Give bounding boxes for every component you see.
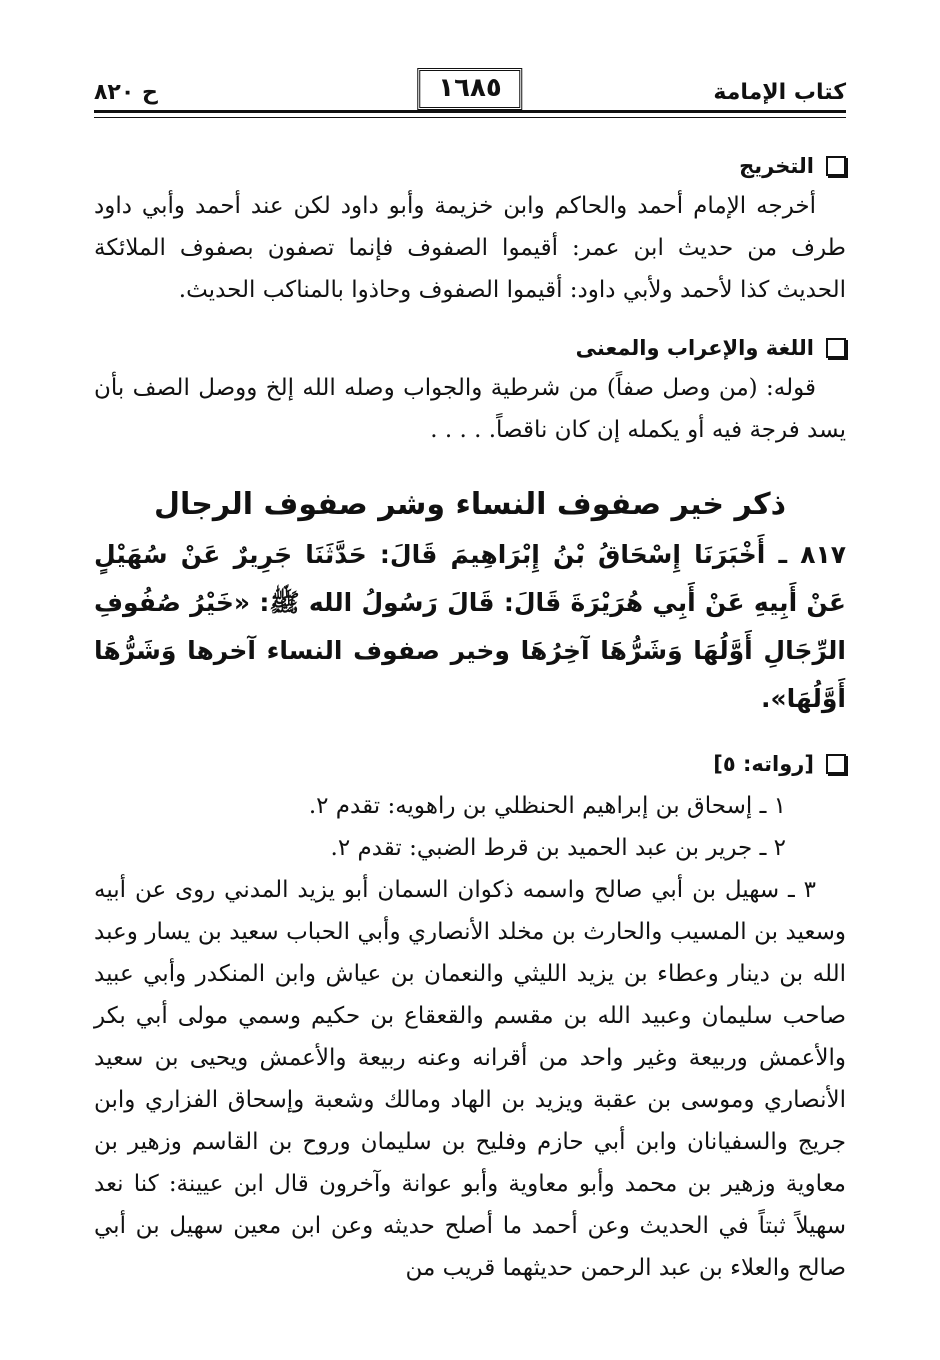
- narrator-item-3: ٣ ـ سهيل بن أبي صالح واسمه ذكوان السمان أبو يزيد المدني روى عن أبيه وسعيد بن المسيب والحارث بن مخلد الأنصاري وأبي الحباب سعيد بن يسار وعبد الله بن دينار وعطاء بن يزيد الليثي والنعمان بن عياش وابن المنكدر وأبي عبيد صاحب سليمان وعبيد الله بن مقسم والقعقاع بن حكيم وسمي مولى أبي بكر والأعمش وربيعة وغير واحد من أقرانه وعنه ربيعة والأعمش ويحيى بن سعيد الأنصاري وموسى بن عقبة ويزيد بن الهاد ومالك وشعبة وإسحاق الفزاري وابن جريج والسفيانان وابن أبي حازم وفليح بن سليمان وروح بن القاسم وزهير بن معاوية وزهير بن محمد وأبو معاوية وأبو عوانة وآخرون قال ابن عيينة: كنا نعد سهيلاً ثبتاً في الحديث وعن أحمد ما أصلح حديثه وعن ابن معين سهيل بن أبي صالح والعلاء بن عبد الرحمن حديثهما قريب من: [94, 877, 846, 1281]
- ruwat-title: [رواته: ٥]: [713, 752, 814, 776]
- lugha-title: اللغة والإعراب والمعنى: [575, 336, 814, 360]
- square-bullet-icon: [826, 754, 846, 774]
- narrator-item-2: ٢ ـ جرير بن عبد الحميد بن قرط الضبي: تقدم ٢.: [330, 835, 786, 861]
- takhrij-heading: [94, 151, 846, 181]
- chapter-title: ذكر خير صفوف النساء وشر صفوف الرجال: [153, 487, 787, 522]
- ruwat-heading: [94, 749, 846, 779]
- page-number: ١٦٨٥: [417, 68, 522, 110]
- page-header: [94, 58, 846, 113]
- book-page: [94, 58, 846, 1289]
- square-bullet-icon: [826, 338, 846, 358]
- hadith-text: ٨١٧ ـ أَخْبَرَنَا إِسْحَاقُ بْنُ إِبْرَاهِيمَ قَالَ: حَدَّثَنَا جَرِيرٌ عَنْ سُهَيْلٍ عَنْ أَبِيهِ عَنْ أَبِي هُرَيْرَةَ قَالَ: قَالَ رَسُولُ الله ﷺ: «خَيْرُ صُفُوفِ الرِّجَالِ أَوَّلُهَا وَشَرُّهَا آخِرُهَا وخير صفوف النساء آخرها وَشَرُّهَا أَوَّلُهَا».: [94, 540, 846, 713]
- narrator-item-1: ١ ـ إسحاق بن إبراهيم الحنظلي بن راهويه: تقدم ٢.: [308, 793, 786, 819]
- hadith-reference: ح ٨٢٠: [94, 80, 158, 105]
- takhrij-title: التخريج: [739, 154, 814, 178]
- lugha-heading: [94, 333, 846, 363]
- lugha-text: قوله: (من وصل صفاً) من شرطية والجواب وصله الله إلخ ووصل الصف بأن يسد فرجة فيه أو يكمله إن كان ناقصاً. . . . .: [94, 375, 846, 443]
- book-title: كتاب الإمامة: [713, 80, 846, 105]
- square-bullet-icon: [826, 156, 846, 176]
- takhrij-text: أخرجه الإمام أحمد والحاكم وابن خزيمة وأبو داود لكن عند أحمد وأبي داود طرف من حديث ابن عمر: أقيموا الصفوف فإنما تصفون بصفوف الملائكة الحديث كذا لأحمد ولأبي داود: أقيموا الصفوف وحاذوا بالمناكب الحديث.: [94, 193, 846, 303]
